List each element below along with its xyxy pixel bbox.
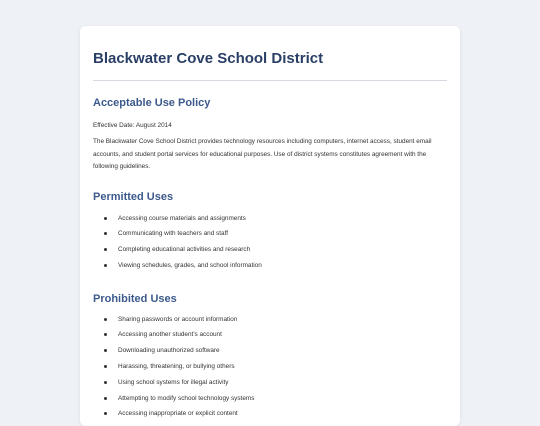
district-title: Blackwater Cove School District xyxy=(93,50,324,67)
list-item-text: Completing educational activities and research xyxy=(118,246,251,254)
list-item-text: Viewing schedules, grades, and school information xyxy=(118,261,262,269)
bullet-icon xyxy=(104,397,107,400)
bullet-icon xyxy=(104,264,107,267)
list-item xyxy=(93,245,447,261)
bullet-icon xyxy=(104,365,107,368)
list-item-text: Attempting to modify school technology systems xyxy=(118,394,255,402)
list-item xyxy=(93,378,447,394)
list-item xyxy=(93,261,447,277)
bullet-icon xyxy=(104,381,107,384)
policy-heading: Acceptable Use Policy xyxy=(93,97,211,109)
list-item-text: Accessing another student's account xyxy=(118,331,222,339)
bullet-icon xyxy=(104,232,107,235)
list-item-text: Downloading unauthorized software xyxy=(118,347,220,355)
policy-card xyxy=(80,26,460,426)
list-item xyxy=(93,362,447,378)
title-divider xyxy=(93,80,447,81)
list-item xyxy=(93,214,447,230)
list-item xyxy=(93,330,447,346)
list-item-text: Harassing, threatening, or bullying others xyxy=(118,363,235,371)
permitted-heading: Permitted Uses xyxy=(93,190,174,203)
list-item xyxy=(93,409,447,425)
list-item-text: Accessing inappropriate or explicit content xyxy=(118,410,238,418)
list-item-text: Sharing passwords or account information xyxy=(118,315,238,323)
bullet-icon xyxy=(104,349,107,352)
list-item-text: Accessing course materials and assignments xyxy=(118,214,246,222)
bullet-icon xyxy=(104,248,107,251)
list-item-text: Communicating with teachers and staff xyxy=(118,230,228,238)
prohibited-heading: Prohibited Uses xyxy=(93,292,177,305)
list-item xyxy=(93,315,447,331)
bullet-icon xyxy=(104,318,107,321)
prohibited-list xyxy=(93,315,447,426)
list-item xyxy=(93,229,447,245)
permitted-list xyxy=(93,214,447,277)
bullet-icon xyxy=(104,412,107,415)
list-item xyxy=(93,346,447,362)
list-item xyxy=(93,394,447,410)
bullet-icon xyxy=(104,217,107,220)
list-item-text: Using school systems for illegal activity xyxy=(118,378,229,386)
bullet-icon xyxy=(104,333,107,336)
policy-intro: The Blackwater Cove School District provides technology resources including computers, internet access, student email accounts, and student portal services for educational purposes. Use of district systems constitutes agreement with the following guidelines. xyxy=(93,138,432,170)
effective-date: Effective Date: August 2014 xyxy=(93,122,172,129)
